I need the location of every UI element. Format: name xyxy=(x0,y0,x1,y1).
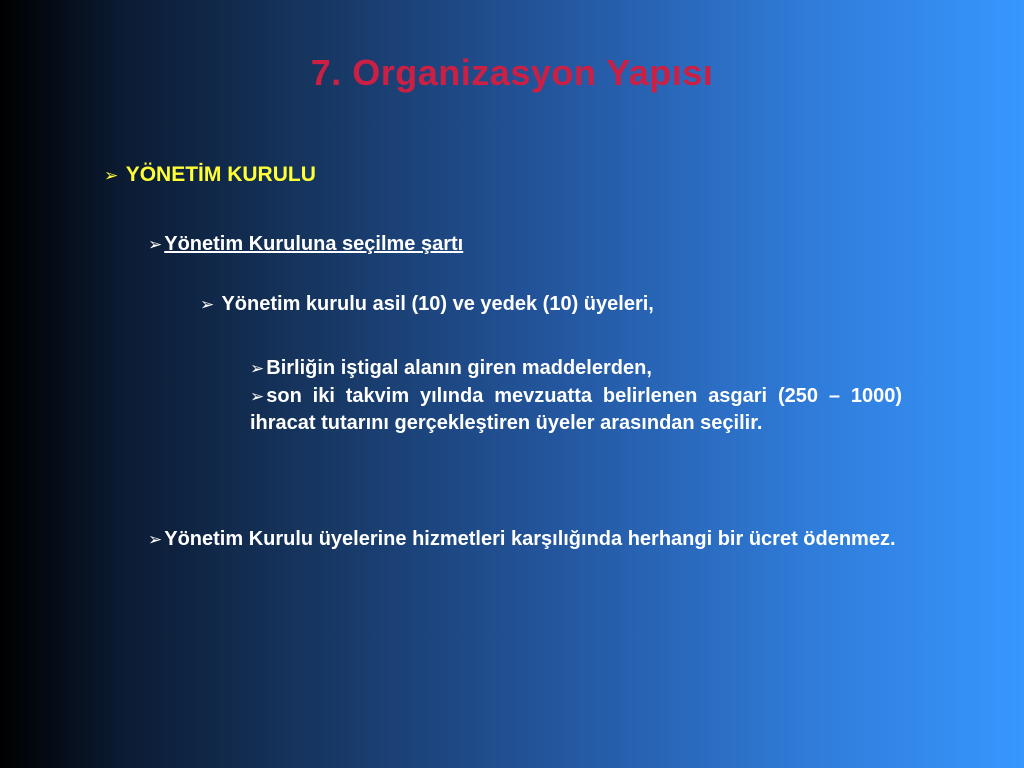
point-item xyxy=(200,293,654,316)
arrow-bullet-icon: ➢ xyxy=(200,295,215,315)
point-text: Yönetim Kurulu üyelerine hizmetleri karşılığında herhangi bir ücret ödenmez. xyxy=(164,528,896,550)
arrow-bullet-icon: ➢ xyxy=(250,387,265,407)
subpoint-item xyxy=(250,383,902,436)
subpoint-text: Birliğin iştigal alanın giren maddelerden, xyxy=(266,357,652,379)
point-item xyxy=(148,526,902,554)
heading-text: YÖNETİM KURULU xyxy=(125,163,316,186)
arrow-bullet-icon: ➢ xyxy=(148,235,163,255)
slide-title: 7. Organizasyon Yapısı xyxy=(310,52,714,93)
subheading-item xyxy=(148,233,463,256)
point-text: Yönetim kurulu asil (10) ve yedek (10) üyeleri, xyxy=(221,293,654,315)
arrow-bullet-icon: ➢ xyxy=(104,166,119,186)
subpoint-item xyxy=(250,355,902,382)
subheading-text: Yönetim Kuruluna seçilme şartı xyxy=(164,233,464,255)
arrow-bullet-icon: ➢ xyxy=(250,359,265,379)
arrow-bullet-icon: ➢ xyxy=(148,530,163,550)
heading-item xyxy=(104,163,316,187)
subpoint-text: son iki takvim yılında mevzuatta belirlenen asgari (250 – 1000) ihracat tutarını gerçekleştiren üyeler arasından seçilir. xyxy=(250,385,902,434)
